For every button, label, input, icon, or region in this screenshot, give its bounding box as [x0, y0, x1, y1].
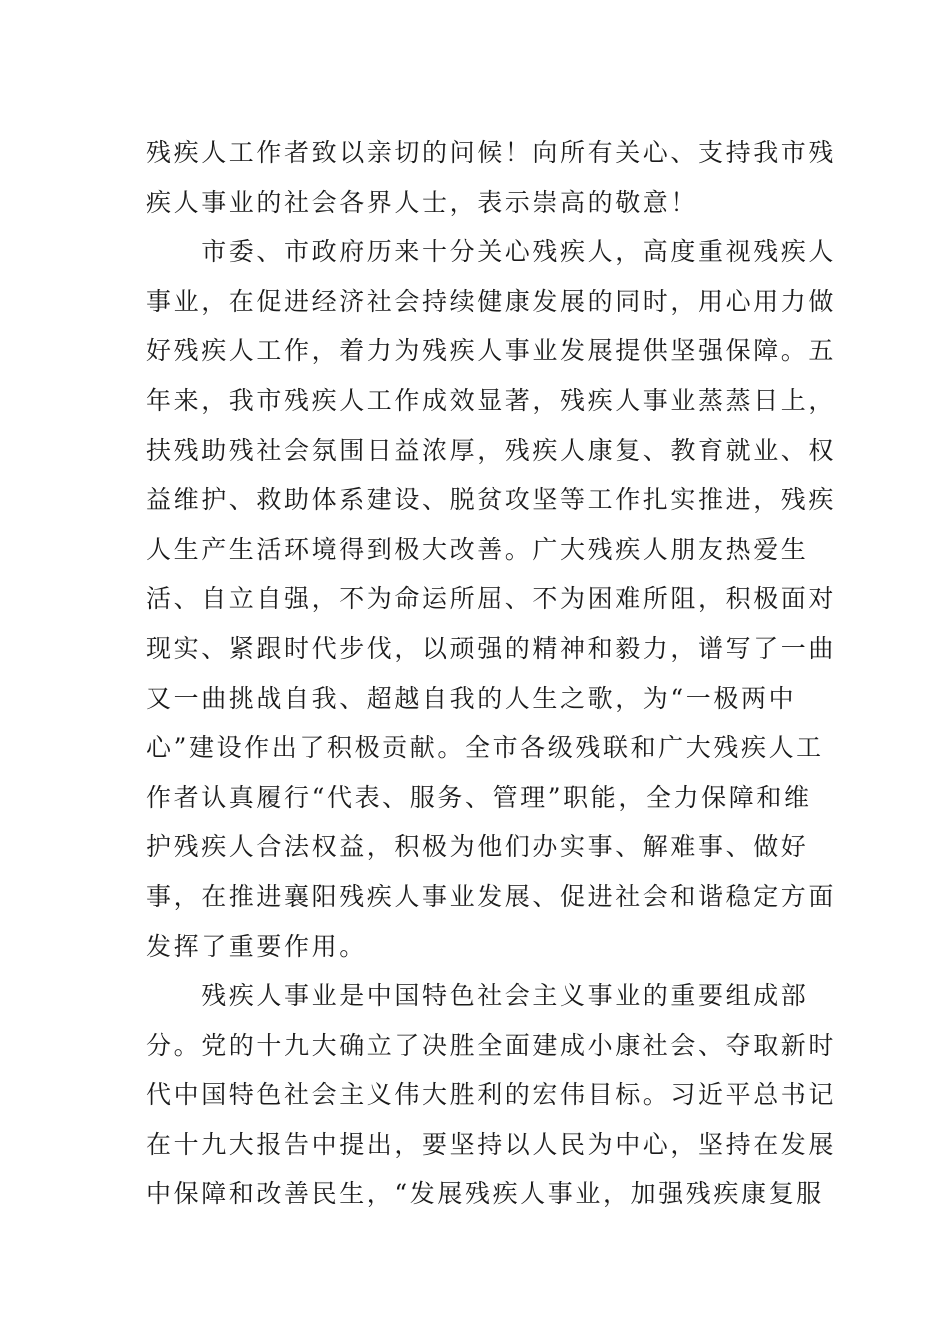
text-line: 发挥了重要作用。: [146, 931, 367, 961]
text-line: 事业，在促进经济社会持续健康发展的同时，用心用力做: [146, 286, 837, 316]
text-line: 益维护、救助体系建设、脱贫攻坚等工作扎实推进，残疾: [146, 485, 837, 515]
text-line: 疾人事业的社会各界人士，表示崇高的敬意！: [146, 187, 699, 217]
text-line: 残疾人工作者致以亲切的问候！向所有关心、支持我市残: [146, 138, 837, 167]
text-line: 市委、市政府历来十分关心残疾人，高度重视残疾人: [146, 237, 837, 267]
text-line: 又一曲挑战自我、超越自我的人生之歌，为“一极两中: [146, 683, 797, 713]
text-line: 现实、紧跟时代步伐，以顽强的精神和毅力，谱写了一曲: [146, 633, 837, 663]
text-line: 分。党的十九大确立了决胜全面建成小康社会、夺取新时: [146, 1030, 837, 1060]
text-line: 活、自立自强，不为命运所屈、不为困难所阻，积极面对: [146, 584, 837, 614]
text-line: 心”建设作出了积极贡献。全市各级残联和广大残疾人工: [146, 733, 824, 763]
text-line: 扶残助残社会氛围日益浓厚，残疾人康复、教育就业、权: [146, 435, 837, 465]
text-line: 代中国特色社会主义伟大胜利的宏伟目标。习近平总书记: [146, 1080, 837, 1110]
document-body: [146, 128, 837, 1219]
text-line: 中保障和改善民生，“发展残疾人事业，加强残疾康复服: [146, 1179, 824, 1209]
text-line: 年来，我市残疾人工作成效显著，残疾人事业蒸蒸日上，: [146, 385, 837, 415]
text-line: 残疾人事业是中国特色社会主义事业的重要组成部: [146, 981, 809, 1011]
text-line: 作者认真履行“代表、服务、管理”职能，全力保障和维: [146, 782, 812, 812]
text-line: 人生产生活环境得到极大改善。广大残疾人朋友热爱生: [146, 534, 809, 564]
text-line: 在十九大报告中提出，要坚持以人民为中心，坚持在发展: [146, 1129, 837, 1159]
text-line: 事，在推进襄阳残疾人事业发展、促进社会和谐稳定方面: [146, 881, 837, 911]
text-line: 护残疾人合法权益，积极为他们办实事、解难事、做好: [146, 832, 809, 862]
text-line: 好残疾人工作，着力为残疾人事业发展提供坚强保障。五: [146, 336, 837, 366]
